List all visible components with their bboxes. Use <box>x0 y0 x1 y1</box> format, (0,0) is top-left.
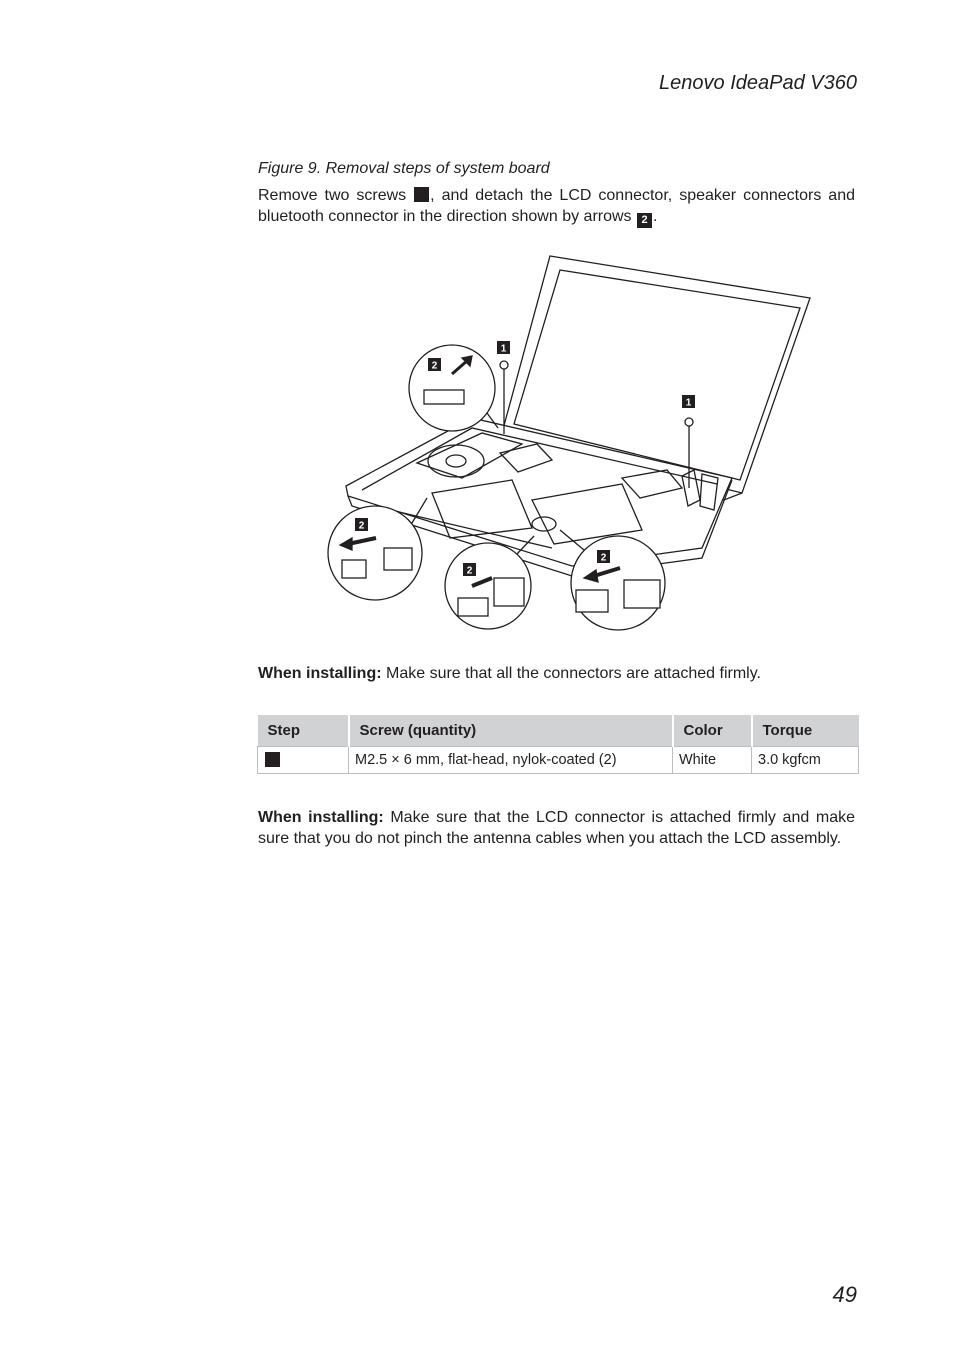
step-1-marker-icon <box>414 187 429 202</box>
callout-1-top: 1 <box>500 343 507 355</box>
intro-text-1: Remove two screws <box>258 187 407 204</box>
note-2-label: When installing: <box>258 809 384 826</box>
intro-text-2: , and detach the LCD connector, speaker connectors and bluetooth connector in the direction shown by arrows <box>258 187 855 225</box>
callout-2-top: 2 <box>431 360 438 372</box>
screw-cell: M2.5 × 6 mm, flat-head, nylok-coated (2) <box>349 747 673 774</box>
callout-2-left: 2 <box>358 520 365 532</box>
laptop-diagram-icon <box>322 248 822 640</box>
color-cell: White <box>673 747 752 774</box>
note-1-label: When installing: <box>258 665 382 682</box>
page-number: 49 <box>832 1282 857 1307</box>
step-2-marker: 2 <box>637 213 652 228</box>
screw-spec-table <box>257 715 859 774</box>
installing-note-1 <box>258 663 855 684</box>
header-torque: Torque <box>752 715 859 747</box>
step-1-marker-icon <box>265 752 280 767</box>
header-screw: Screw (quantity) <box>349 715 673 747</box>
callout-1-right: 1 <box>685 397 692 409</box>
table-header-row <box>258 715 859 747</box>
intro-paragraph <box>258 185 855 228</box>
header-step: Step <box>258 715 349 747</box>
callout-2-middle: 2 <box>466 565 473 577</box>
header-color: Color <box>673 715 752 747</box>
installing-note-2 <box>258 807 855 849</box>
running-header: Lenovo IdeaPad V360 <box>659 72 857 94</box>
callout-2-right: 2 <box>600 552 607 564</box>
note-1-text: Make sure that all the connectors are attached firmly. <box>381 665 761 682</box>
step-cell <box>258 747 349 774</box>
torque-cell: 3.0 kgfcm <box>752 747 859 774</box>
table-row <box>258 747 859 774</box>
note-2-text: Make sure that the LCD connector is attached firmly and make sure that you do not pinch the antenna cables when you attach the LCD assembly. <box>258 809 856 847</box>
figure-caption: Figure 9. Removal steps of system board <box>258 160 550 177</box>
system-board-removal-illustration <box>322 248 822 640</box>
intro-text-3: . <box>653 208 658 225</box>
